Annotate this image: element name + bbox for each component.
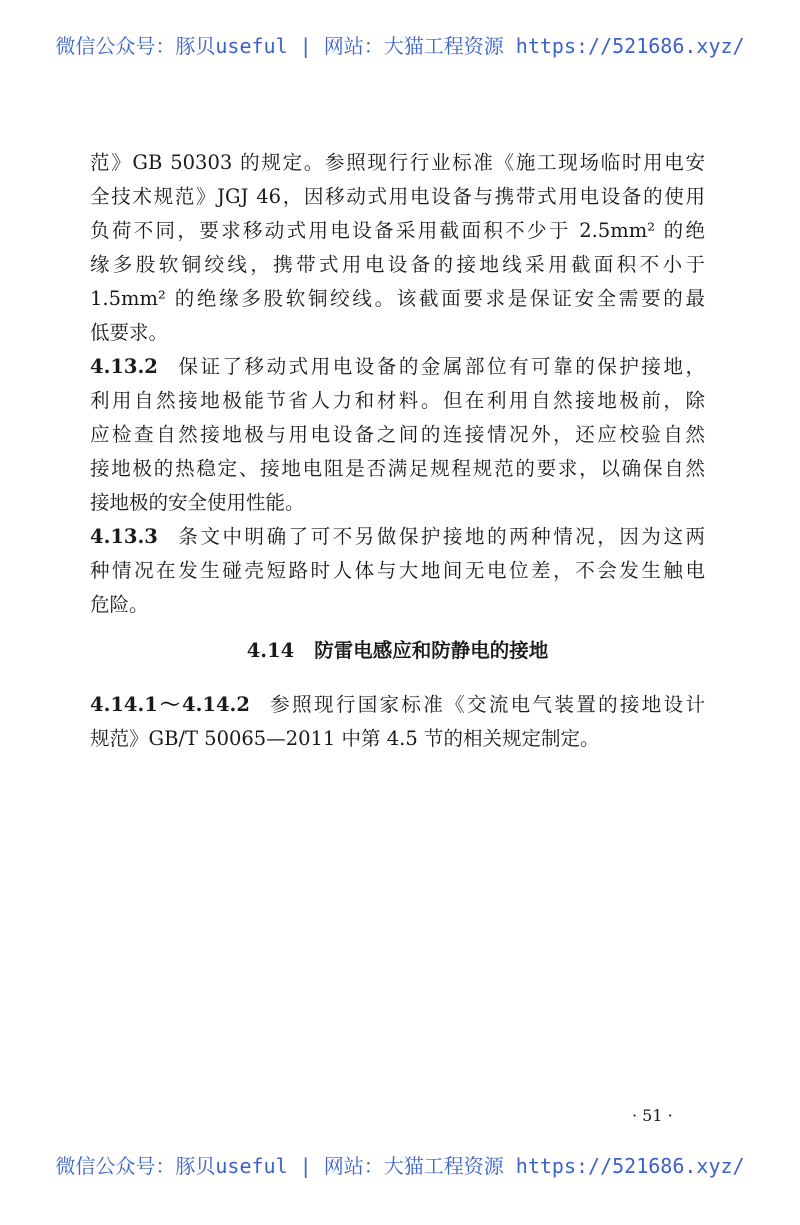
text-line: 接地极的安全使用性能。 (90, 491, 305, 514)
text-line: 种情况在发生碰壳短路时人体与大地间无电位差，不会发生触电 (90, 559, 705, 582)
text-line: 接地极的热稳定、接地电阻是否满足规程规范的要求，以确保自然 (90, 457, 705, 480)
clause-4-13-3 (90, 520, 705, 622)
paragraph-continued (90, 146, 705, 350)
section-heading (90, 634, 705, 668)
text-line: 利用自然接地极能节省人力和材料。但在利用自然接地极前，除 (90, 389, 705, 412)
text-line: 缘多股软铜绞线，携带式用电设备的接地线采用截面积不小于 (90, 253, 705, 276)
clause-number: 4.14.1～4.14.2 (90, 693, 250, 716)
document-body (90, 146, 705, 756)
text-line: 规范》GB/T 50065—2011 中第 4.5 节的相关规定制定。 (90, 727, 600, 750)
text-line: 参照现行国家标准《交流电气装置的接地设计 (267, 693, 705, 716)
clause-4-14-1-2 (90, 688, 705, 756)
page-number: · 51 · (632, 1106, 673, 1125)
text-line: 范》GB 50303 的规定。参照现行行业标准《施工现场临时用电安 (90, 151, 705, 174)
clause-4-13-2 (90, 350, 705, 520)
text-line: 低要求。 (90, 321, 169, 344)
text-line: 保证了移动式用电设备的金属部位有可靠的保护接地， (175, 355, 705, 378)
watermark-header: 微信公众号：豚贝useful | 网站：大猫工程资源 https://521686.xyz/ (55, 34, 745, 58)
text-line: 条文中明确了可不另做保护接地的两种情况，因为这两 (175, 525, 705, 548)
text-line: 负荷不同，要求移动式用电设备采用截面积不少于 2.5mm² 的绝 (90, 219, 705, 242)
text-line: 全技术规范》JGJ 46，因移动式用电设备与携带式用电设备的使用 (90, 185, 705, 208)
text-line: 危险。 (90, 593, 149, 616)
clause-number: 4.13.2 (90, 355, 158, 378)
clause-number: 4.13.3 (90, 525, 158, 548)
section-title: 防雷电感应和防静电的接地 (314, 639, 549, 662)
watermark-footer: 微信公众号：豚贝useful | 网站：大猫工程资源 https://521686.xyz/ (55, 1154, 745, 1178)
section-number: 4.14 (246, 639, 295, 662)
text-line: 应检查自然接地极与用电设备之间的连接情况外，还应校验自然 (90, 423, 705, 446)
text-line: 1.5mm² 的绝缘多股软铜绞线。该截面要求是保证安全需要的最 (90, 287, 705, 310)
